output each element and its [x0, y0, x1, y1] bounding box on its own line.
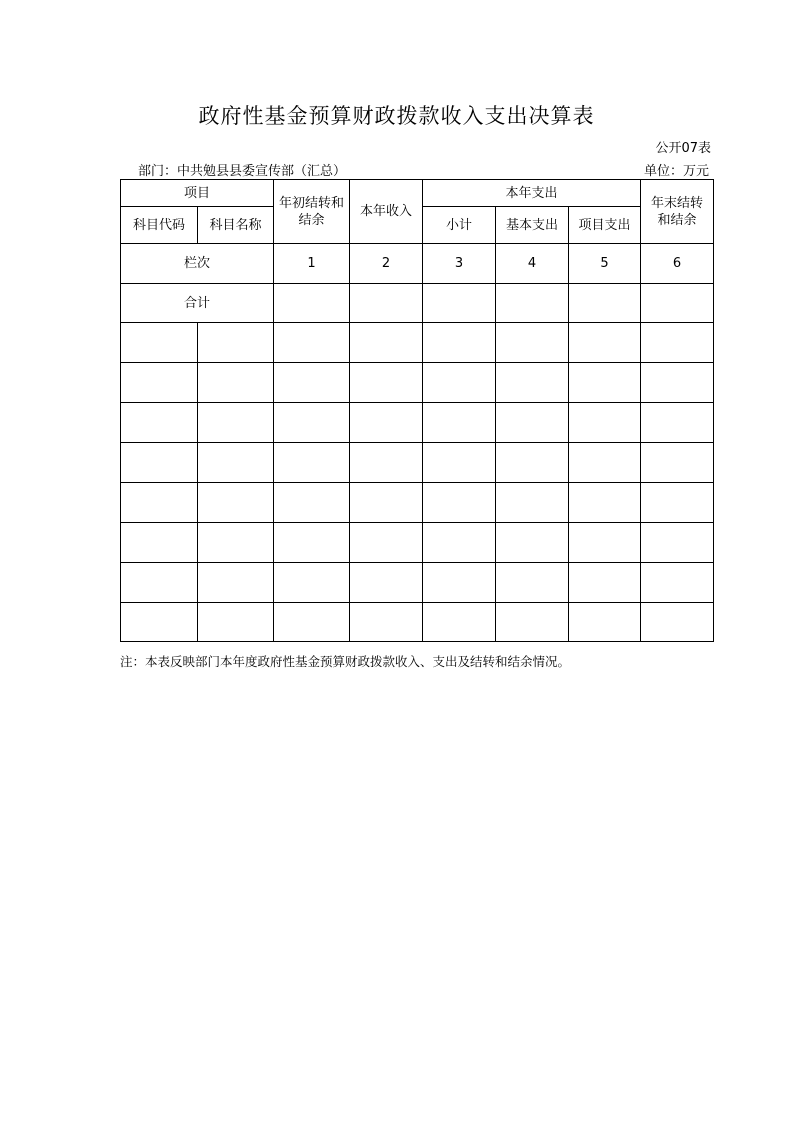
table-cell [569, 523, 641, 563]
header-subtotal: 小计 [423, 207, 496, 244]
total-label: 合计 [121, 284, 274, 323]
table-cell [569, 363, 641, 403]
table-cell [121, 523, 198, 563]
table-cell [569, 563, 641, 603]
table-cell [423, 403, 496, 443]
table-cell [198, 603, 274, 642]
table-cell [496, 523, 569, 563]
table-cell [274, 284, 350, 323]
table-cell [496, 563, 569, 603]
table-cell [274, 403, 350, 443]
table-cell [350, 323, 423, 363]
table-cell [274, 523, 350, 563]
table-cell [641, 323, 714, 363]
column-number: 5 [569, 244, 641, 284]
table-cell [198, 443, 274, 483]
table-cell [569, 603, 641, 642]
table-cell [641, 363, 714, 403]
table-cell [641, 483, 714, 523]
table-row [121, 323, 714, 363]
column-number: 2 [350, 244, 423, 284]
header-current-income: 本年收入 [350, 180, 423, 244]
column-number: 4 [496, 244, 569, 284]
table-cell [350, 523, 423, 563]
table-cell [274, 563, 350, 603]
table-cell [274, 323, 350, 363]
form-code: 公开07表 [655, 141, 711, 156]
table-cell [121, 563, 198, 603]
table-cell [423, 563, 496, 603]
column-number: 6 [641, 244, 714, 284]
table-cell [496, 363, 569, 403]
header-basic-expenditure: 基本支出 [496, 207, 569, 244]
table-cell [198, 363, 274, 403]
table-cell [350, 443, 423, 483]
header-item-code: 科目代码 [121, 207, 198, 244]
table-cell [423, 363, 496, 403]
table-cell [423, 483, 496, 523]
unit-label: 单位：万元 [643, 164, 709, 179]
column-number: 3 [423, 244, 496, 284]
table-cell [350, 483, 423, 523]
header-item-name: 科目名称 [198, 207, 274, 244]
total-row [121, 284, 714, 323]
table-cell [641, 403, 714, 443]
table-cell [423, 603, 496, 642]
table-cell [641, 443, 714, 483]
table-cell [274, 603, 350, 642]
department-label: 部门：中共勉县县委宣传部（汇总） [138, 164, 347, 179]
table-cell [121, 323, 198, 363]
table-cell [274, 483, 350, 523]
table-cell [350, 403, 423, 443]
table-cell [496, 323, 569, 363]
header-item: 项目 [121, 180, 274, 207]
table-cell [198, 563, 274, 603]
table-cell [641, 603, 714, 642]
table-cell [121, 603, 198, 642]
table-row [121, 363, 714, 403]
table-row [121, 403, 714, 443]
table-cell [496, 483, 569, 523]
table-cell [641, 284, 714, 323]
table-cell [274, 363, 350, 403]
table-cell [274, 443, 350, 483]
table-cell [198, 483, 274, 523]
column-numbers-label: 栏次 [121, 244, 274, 284]
table-cell [569, 403, 641, 443]
header-current-expenditure: 本年支出 [423, 180, 641, 207]
table-cell [121, 403, 198, 443]
table-cell [350, 363, 423, 403]
table-cell [641, 563, 714, 603]
table-cell [198, 323, 274, 363]
table-cell [350, 284, 423, 323]
table-cell [423, 284, 496, 323]
table-cell [569, 284, 641, 323]
table-cell [198, 403, 274, 443]
column-number: 1 [274, 244, 350, 284]
table-cell [423, 443, 496, 483]
table-cell [641, 523, 714, 563]
header-opening-balance: 年初结转和结余 [274, 180, 350, 244]
report-table [120, 179, 714, 642]
table-cell [198, 523, 274, 563]
table-cell [569, 483, 641, 523]
footnote: 注：本表反映部门本年度政府性基金预算财政拨款收入、支出及结转和结余情况。 [120, 654, 571, 669]
table-row [121, 483, 714, 523]
table-row [121, 603, 714, 642]
page-title: 政府性基金预算财政拨款收入支出决算表 [198, 104, 595, 128]
table-cell [121, 363, 198, 403]
table-cell [350, 603, 423, 642]
header-closing-balance: 年末结转和结余 [641, 180, 714, 244]
table-row [121, 523, 714, 563]
table-cell [121, 483, 198, 523]
header-project-expenditure: 项目支出 [569, 207, 641, 244]
table-cell [121, 443, 198, 483]
table-cell [569, 323, 641, 363]
table-row [121, 443, 714, 483]
table-cell [350, 563, 423, 603]
table-cell [423, 523, 496, 563]
table-cell [569, 443, 641, 483]
table-cell [496, 603, 569, 642]
table-cell [496, 443, 569, 483]
table-cell [423, 323, 496, 363]
table-cell [496, 284, 569, 323]
table-row [121, 563, 714, 603]
table-cell [496, 403, 569, 443]
